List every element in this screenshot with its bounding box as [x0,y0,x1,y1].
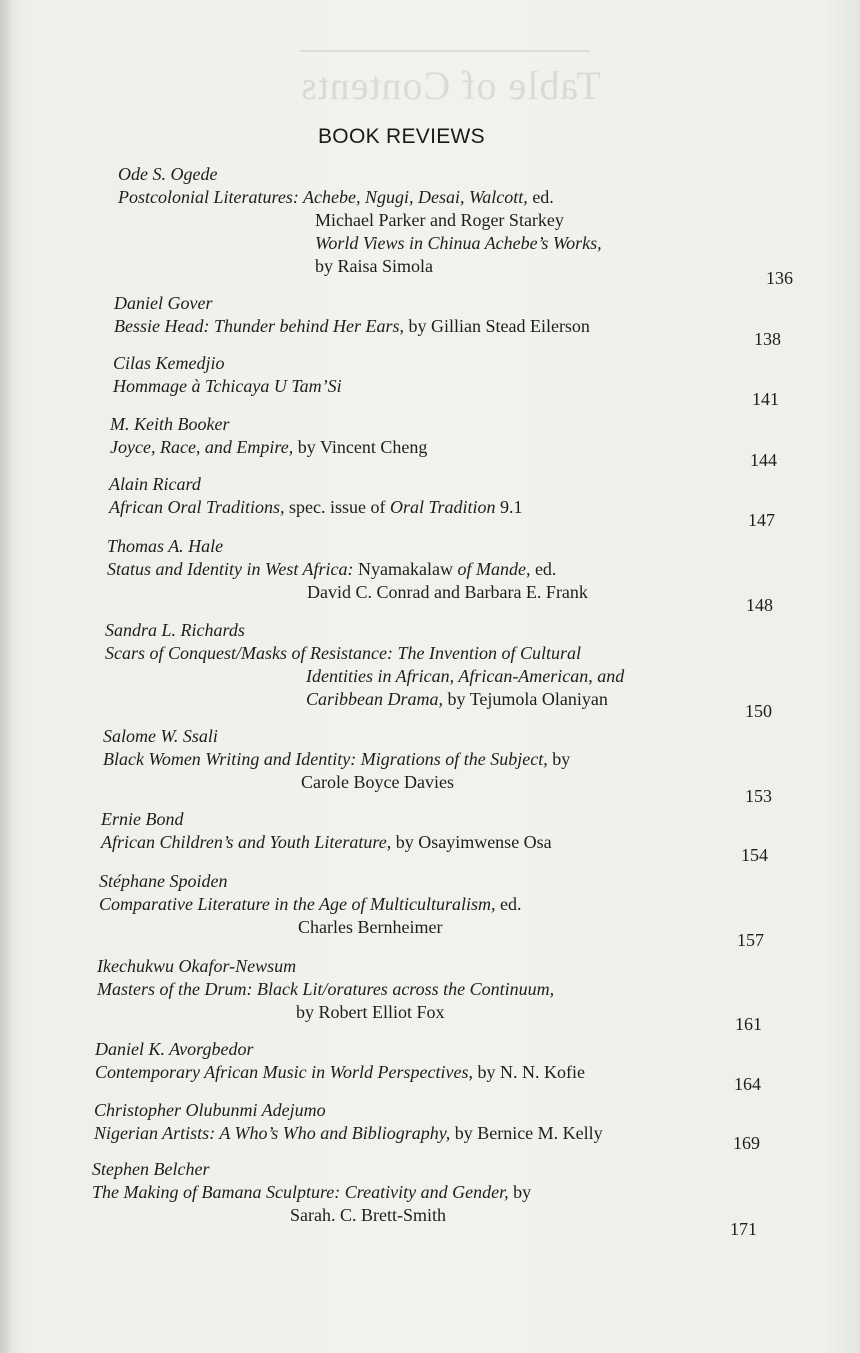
citation-line [99,916,521,939]
review-entry [92,1158,531,1227]
page-number: 136 [766,268,793,288]
citation-text: Nyamakalaw [353,559,453,579]
reviewer-name: Ikechukwu Okafor-Newsum [97,956,297,976]
citation-text: by [508,1182,532,1202]
citation-line [107,581,588,604]
page-number: 171 [730,1219,757,1239]
review-entry [101,808,552,854]
book-title: Hommage à Tchicaya U Tam’Si [113,376,342,396]
book-title: World Views in Chinua Achebe’s Works, [315,233,602,253]
page-number: 144 [750,450,777,470]
citation-line [114,315,590,338]
citation-text: ed. [527,187,554,207]
citation-line [113,375,342,398]
page-number: 147 [748,510,775,530]
citation-text: ed. [530,559,557,579]
citation-line [101,831,552,854]
book-title: Identities in African, African-American, and [306,666,625,686]
citation-text: by N. N. Kofie [472,1062,585,1082]
page-number: 148 [746,595,773,615]
review-entry [110,413,427,459]
reviewer-name: M. Keith Booker [110,414,230,434]
reviewer-name: Thomas A. Hale [107,536,224,556]
citation-line [103,748,570,771]
reviewer-name: Ode S. Ogede [118,164,218,184]
review-entry [113,352,342,398]
section-heading: BOOK REVIEWS [318,125,485,148]
citation-text: ed. [495,894,522,914]
review-entry [118,163,602,278]
citation-text: Sarah. C. Brett-Smith [290,1205,446,1225]
citation-text: Charles Bernheimer [298,917,443,937]
bleed-through-title: Table of Contents [300,63,601,108]
book-title: Status and Identity in West Africa: [107,559,354,579]
citation-text: by Tejumola Olaniyan [443,689,608,709]
citation-line [118,255,602,278]
page-number: 161 [735,1014,762,1034]
citation-text: 9.1 [495,497,523,517]
citation-line [92,1181,531,1204]
book-title: Caribbean Drama, [306,689,444,709]
citation-text: by [547,749,571,769]
citation-line [118,232,602,255]
citation-text: by Vincent Cheng [293,437,428,457]
citation-text: by Bernice M. Kelly [450,1123,603,1143]
book-title: Postcolonial Literatures: Achebe, Ngugi, Desai, Walcott, [118,187,528,207]
book-title: Masters of the Drum: Black Lit/oratures across the Continuum, [97,979,555,999]
page-number: 150 [745,701,772,721]
book-title: African Oral Traditions, [109,497,285,517]
review-entry [114,292,590,338]
citation-line [105,665,624,688]
citation-text: David C. Conrad and Barbara E. Frank [307,582,588,602]
citation-line [97,978,554,1001]
reviewer-name: Salome W. Ssali [103,726,218,746]
reviewer-name: Stéphane Spoiden [99,871,228,891]
citation-line [105,688,624,711]
citation-line [94,1122,603,1145]
review-entry [95,1038,585,1084]
page-number: 164 [734,1074,761,1094]
review-entry [105,619,624,711]
citation-line [105,642,624,665]
book-title: Scars of Conquest/Masks of Resistance: The Invention of Cultural [105,643,581,663]
reviewer-name: Christopher Olubunmi Adejumo [94,1100,326,1120]
book-title: The Making of Bamana Sculpture: Creativity and Gender, [92,1182,509,1202]
book-title: Bessie Head: Thunder behind Her Ears, [114,316,404,336]
book-title: of Mande, [452,559,531,579]
spine-shadow [0,0,12,1353]
page-number: 169 [733,1133,760,1153]
book-title: Joyce, Race, and Empire, [110,437,294,457]
citation-text: by Gillian Stead Eilerson [403,316,590,336]
page-number: 141 [752,389,779,409]
page-number: 154 [741,845,768,865]
citation-line [107,558,588,581]
reviewer-name: Daniel K. Avorgbedor [95,1039,254,1059]
book-title: Comparative Literature in the Age of Multiculturalism, [99,894,496,914]
review-entry [109,473,523,519]
review-entry [103,725,570,794]
review-entry [94,1099,603,1145]
book-title: Contemporary African Music in World Perspectives, [95,1062,473,1082]
citation-line [109,496,523,519]
citation-line [99,893,521,916]
reviewer-name: Stephen Belcher [92,1159,210,1179]
page-number: 157 [737,930,764,950]
book-title: Nigerian Artists: A Who’s Who and Bibliography, [94,1123,451,1143]
reviewer-name: Alain Ricard [109,474,201,494]
citation-line [95,1061,585,1084]
book-title: Black Women Writing and Identity: Migrations of the Subject, [103,749,548,769]
review-entry [97,955,554,1024]
book-title: African Children’s and Youth Literature, [101,832,392,852]
book-title: Oral Tradition [390,497,496,517]
citation-text: by Osayimwense Osa [391,832,552,852]
review-entry [99,870,521,939]
citation-text: by Raisa Simola [315,256,433,276]
page-number: 138 [754,329,781,349]
citation-text: by Robert Elliot Fox [296,1002,445,1022]
reviewer-name: Daniel Gover [114,293,213,313]
citation-text: spec. issue of [284,497,391,517]
citation-line [118,186,602,209]
citation-text: Michael Parker and Roger Starkey [315,210,564,230]
citation-line [97,1001,554,1024]
citation-line [110,436,427,459]
page-number: 153 [745,786,772,806]
reviewer-name: Sandra L. Richards [105,620,245,640]
citation-text: Carole Boyce Davies [301,772,454,792]
citation-line [103,771,570,794]
reviewer-name: Ernie Bond [101,809,184,829]
citation-line [118,209,602,232]
review-entry [107,535,588,604]
citation-line [92,1204,531,1227]
reviewer-name: Cilas Kemedjio [113,353,225,373]
bleed-through-rule [300,50,590,52]
